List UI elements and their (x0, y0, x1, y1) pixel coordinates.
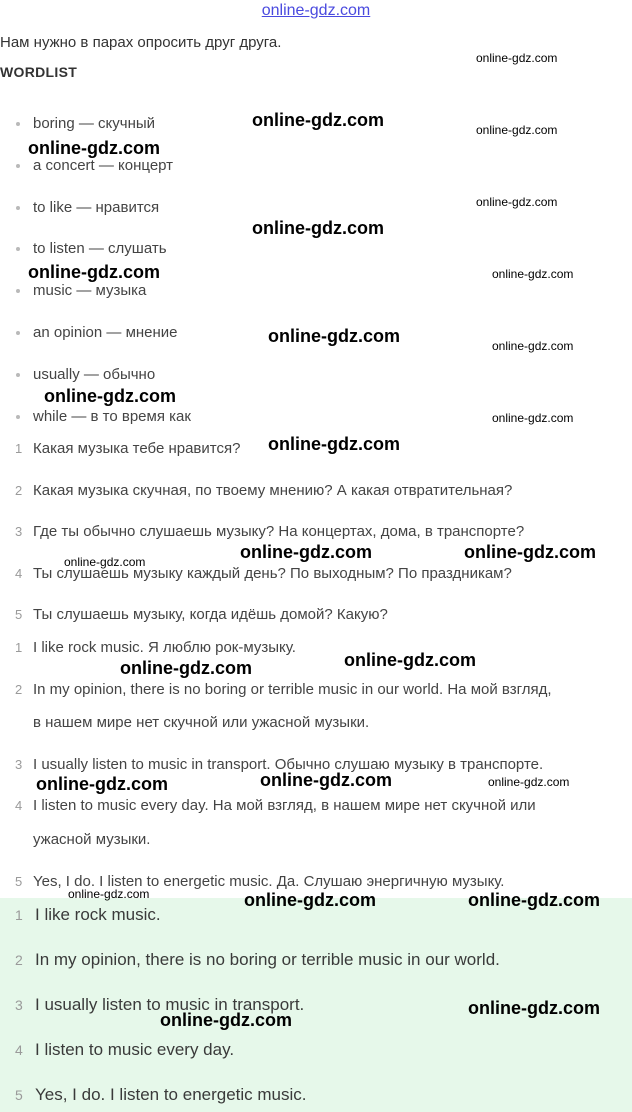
watermark: online-gdz.com (36, 774, 168, 794)
wordlist-item: boring — скучный (16, 115, 155, 132)
watermark: online-gdz.com (28, 138, 160, 158)
bullet-icon (16, 122, 20, 126)
question-item: 4 Ты слушаешь музыку каждый день? По выходным? По праздникам? (15, 565, 512, 582)
header-site-link[interactable]: online-gdz.com (261, 2, 371, 19)
watermark: online-gdz.com (268, 434, 400, 454)
bullet-icon (16, 247, 20, 251)
watermark: online-gdz.com (468, 998, 600, 1018)
watermark: online-gdz.com (252, 218, 384, 238)
wordlist-item: to like — нравится (16, 199, 159, 216)
answer-item: 4 I listen to music every day. На мой взгляд, в нашем мире нет скучной или (15, 797, 536, 814)
watermark: online-gdz.com (476, 51, 558, 65)
watermark: online-gdz.com (476, 123, 558, 137)
green-answer-item: 5 Yes, I do. I listen to energetic music. (15, 1085, 307, 1104)
answer-item-continuation: в нашем мире нет скучной или ужасной музыки. (33, 714, 370, 731)
green-answer-item: 2 In my opinion, there is no boring or terrible music in our world. (15, 950, 500, 969)
watermark: online-gdz.com (492, 339, 574, 353)
green-answer-item: 3 I usually listen to music in transport. (15, 995, 305, 1014)
green-answer-item: 4 I listen to music every day. (15, 1040, 235, 1059)
wordlist-item: a concert — концерт (16, 157, 173, 174)
watermark: online-gdz.com (240, 542, 372, 562)
watermark: online-gdz.com (120, 658, 252, 678)
wordlist-item: an opinion — мнение (16, 324, 178, 341)
wordlist-item: music — музыка (16, 282, 146, 299)
wordlist-item: to listen — слушать (16, 240, 167, 257)
watermark: online-gdz.com (260, 770, 392, 790)
question-item: 5 Ты слушаешь музыку, когда идёшь домой? Какую? (15, 606, 388, 623)
watermark: online-gdz.com (68, 887, 150, 901)
question-item: 2 Какая музыка скучная, по твоему мнению? А какая отвратительная? (15, 482, 513, 499)
watermark: online-gdz.com (28, 262, 160, 282)
wordlist-item: while — в то время как (16, 408, 191, 425)
bullet-icon (16, 373, 20, 377)
question-item: 1 Какая музыка тебе нравится? (15, 440, 241, 457)
watermark: online-gdz.com (160, 1010, 292, 1030)
watermark: online-gdz.com (244, 890, 376, 910)
bullet-icon (16, 164, 20, 168)
watermark: online-gdz.com (464, 542, 596, 562)
intro-text: Нам нужно в парах опросить друг друга. (0, 34, 282, 51)
bullet-icon (16, 331, 20, 335)
watermark: online-gdz.com (492, 267, 574, 281)
wordlist-item: usually — обычно (16, 366, 155, 383)
watermark: online-gdz.com (64, 555, 146, 569)
watermark: online-gdz.com (476, 195, 558, 209)
question-item: 3 Где ты обычно слушаешь музыку? На концертах, дома, в транспорте? (15, 523, 525, 540)
watermark: online-gdz.com (488, 775, 570, 789)
green-answer-item: 1 I like rock music. (15, 905, 161, 924)
wordlist-heading: WORDLIST (0, 64, 78, 80)
watermark: online-gdz.com (252, 110, 384, 130)
watermark: online-gdz.com (492, 411, 574, 425)
answer-item-continuation: ужасной музыки. (33, 831, 151, 848)
bullet-icon (16, 206, 20, 210)
watermark: online-gdz.com (44, 386, 176, 406)
answer-item: 2 In my opinion, there is no boring or terrible music in our world. На мой взгляд, (15, 681, 552, 698)
answer-item: 3 I usually listen to music in transport. Обычно слушаю музыку в транспорте. (15, 756, 544, 773)
bullet-icon (16, 415, 20, 419)
answer-item: 1 I like rock music. Я люблю рок-музыку. (15, 639, 296, 656)
watermark: online-gdz.com (344, 650, 476, 670)
watermark: online-gdz.com (268, 326, 400, 346)
answer-item: 5 Yes, I do. I listen to energetic music. Да. Слушаю энергичную музыку. (15, 873, 505, 890)
bullet-icon (16, 289, 20, 293)
watermark: online-gdz.com (468, 890, 600, 910)
